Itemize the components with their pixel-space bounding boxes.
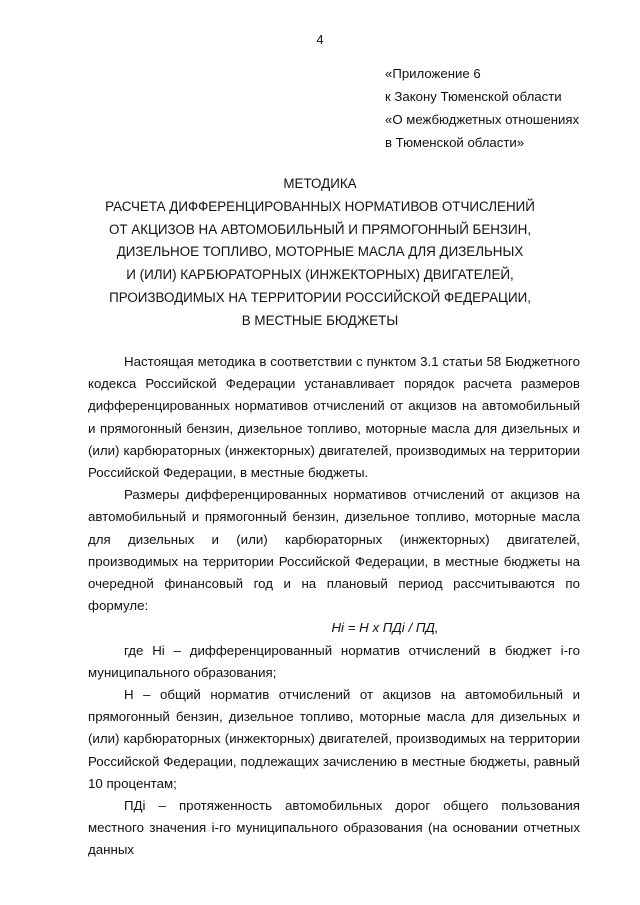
appendix-line: к Закону Тюменской области bbox=[385, 89, 562, 104]
title-line: ДИЗЕЛЬНОЕ ТОПЛИВО, МОТОРНЫЕ МАСЛА ДЛЯ ДИЗЕЛЬНЫХ bbox=[116, 244, 524, 260]
paragraph-definition-n: Н – общий норматив отчислений от акцизов на автомобильный и прямогонный бензин, дизельное топливо, моторные масла для дизельных и (или) карбюраторных (инжекторных) двигателей, производимых на территории Российской Федерации, подлежащих зачислению в местные бюджеты, равный 10 процентам; bbox=[88, 687, 580, 791]
paragraph-definition-pdi: ПДi – протяженность автомобильных дорог общего пользования местного значения i-го муниципального образования (на основании отчетных данных bbox=[88, 798, 580, 858]
page-number: 4 bbox=[316, 32, 324, 47]
appendix-line: «Приложение 6 bbox=[385, 66, 481, 81]
title-line: ПРОИЗВОДИМЫХ НА ТЕРРИТОРИИ РОССИЙСКОЙ ФЕДЕРАЦИИ, bbox=[109, 289, 531, 305]
paragraph-sizes: Размеры дифференцированных нормативов отчислений от акцизов на автомобильный и прямогонный бензин, дизельное топливо, моторные масла для дизельных и (или) карбюраторных (инжекторных) двигателей, производимых на территории Российской Федерации, в местные бюджеты на очередной финансовый год и на плановый период рассчитываются по формуле: bbox=[88, 487, 580, 614]
appendix-line: «О межбюджетных отношениях bbox=[385, 112, 580, 127]
appendix-header bbox=[385, 62, 579, 154]
title-line: ОТ АКЦИЗОВ НА АВТОМОБИЛЬНЫЙ И ПРЯМОГОННЫЙ БЕНЗИН, bbox=[108, 221, 532, 237]
document-title bbox=[0, 173, 640, 333]
paragraph-definition-ni: где Нi – дифференцированный норматив отчислений в бюджет i-го муниципального образования; bbox=[88, 642, 580, 680]
title-line: И (ИЛИ) КАРБЮРАТОРНЫХ (ИНЖЕКТОРНЫХ) ДВИГАТЕЛЕЙ, bbox=[126, 267, 514, 283]
title-line: В МЕСТНЫЕ БЮДЖЕТЫ bbox=[241, 312, 399, 328]
appendix-line: в Тюменской области» bbox=[385, 135, 525, 150]
paragraph-intro: Настоящая методика в соответствии с пунктом 3.1 статьи 58 Бюджетного кодекса Российской Федерации устанавливает порядок расчета размеров дифференцированных нормативов отчислений от акцизов на автомобильный и прямогонный бензин, дизельное топливо, моторные масла для дизельных и (или) карбюраторных (инжекторных) двигателей, производимых на территории Российской Федерации, в местные бюджеты. bbox=[88, 354, 580, 481]
title-line: РАСЧЕТА ДИФФЕРЕНЦИРОВАННЫХ НОРМАТИВОВ ОТЧИСЛЕНИЙ bbox=[105, 198, 535, 214]
document-body bbox=[88, 351, 580, 862]
formula: Нi = Н х ПДi / ПД, bbox=[331, 620, 439, 636]
title-line: МЕТОДИКА bbox=[283, 176, 357, 191]
